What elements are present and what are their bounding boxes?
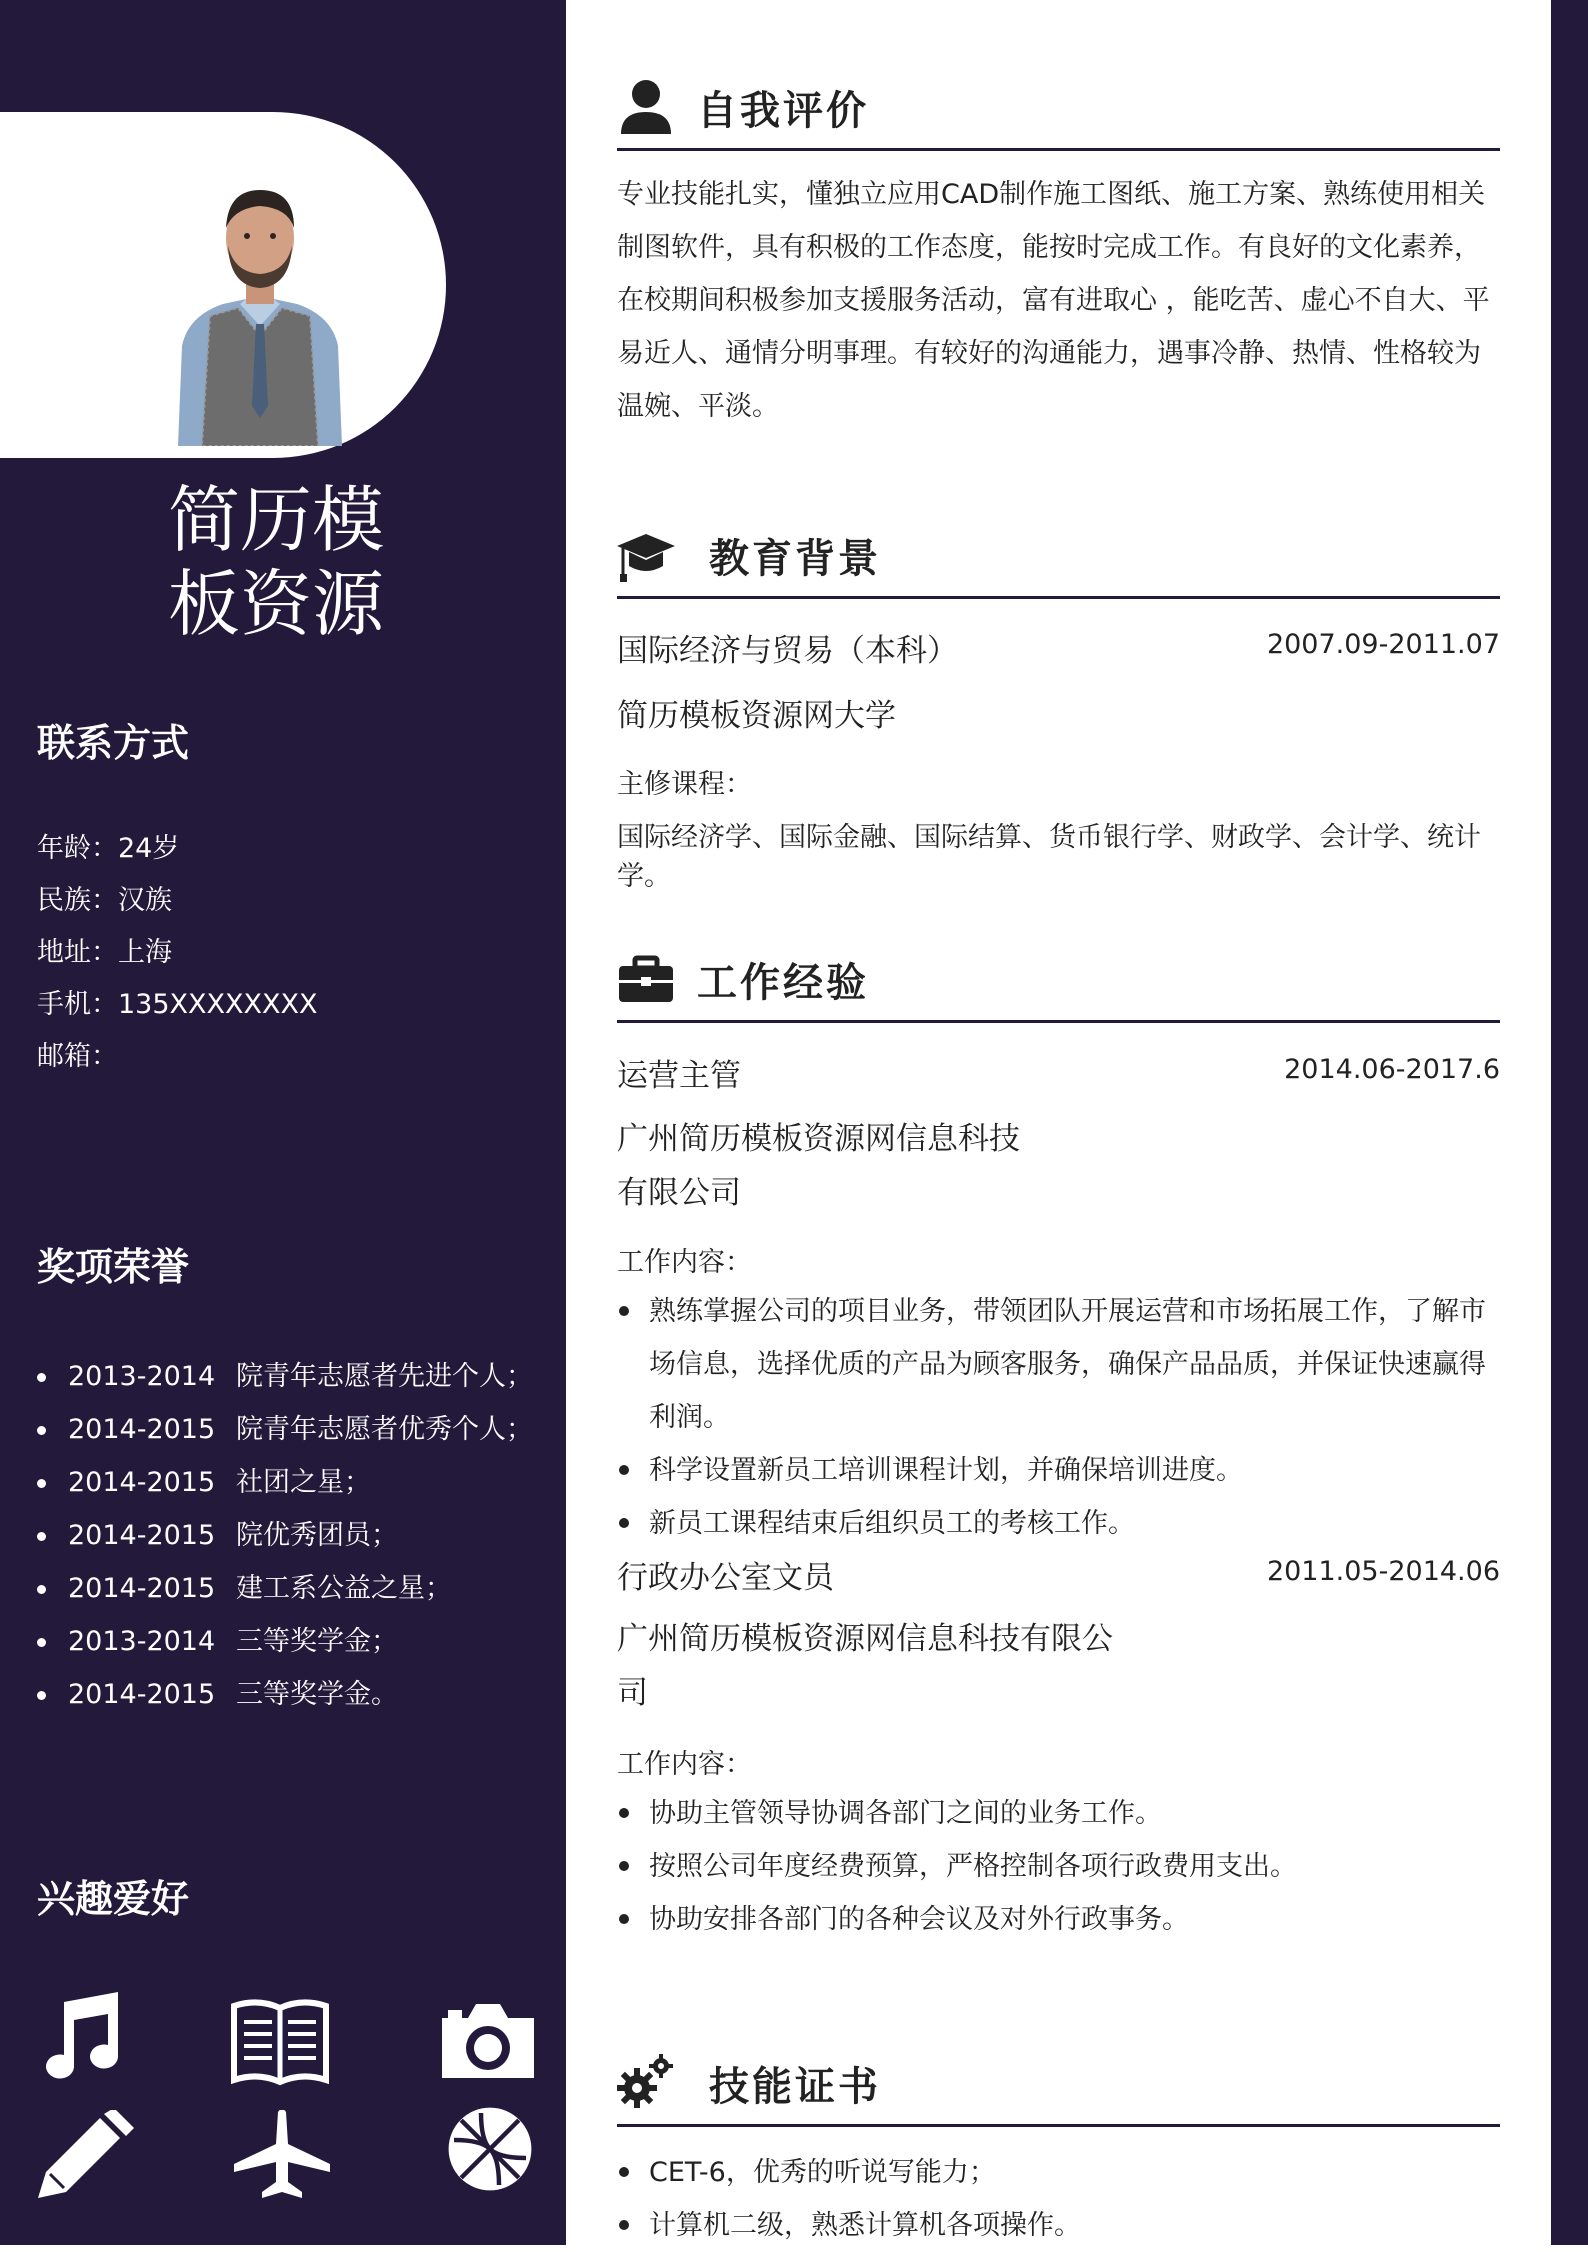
skills-list (617, 2146, 1507, 2252)
bullet-icon (37, 1585, 46, 1594)
award-text: 社团之星； (236, 1467, 371, 1498)
award-text: 院优秀团员； (236, 1520, 398, 1551)
gears-icon (617, 2054, 675, 2110)
bullet-icon (37, 1426, 46, 1435)
list-item: 熟练掌握公司的项目业务，带领团队开展运营和市场拓展工作，了解市场信息，选择优质的产品为顾客服务，确保产品品质，并保证快速赢得利润。 (617, 1285, 1507, 1444)
award-item (37, 1456, 533, 1509)
education-date: 2007.09-2011.07 (1266, 629, 1500, 660)
job-1-title: 运营主管 (617, 1058, 741, 1094)
book-icon (230, 1996, 330, 2086)
education-major: 国际经济与贸易（本科） (617, 633, 958, 669)
hobbies-heading: 兴趣爱好 (37, 1877, 190, 1921)
self-eval-header (617, 78, 1500, 151)
list-item: 协助主管领导协调各部门之间的业务工作。 (617, 1787, 1507, 1840)
list-item: 按照公司年度经费预算，严格控制各项行政费用支出。 (617, 1840, 1507, 1893)
job-2-title-row (617, 1552, 1500, 1597)
award-year: 2014-2015 (68, 1467, 216, 1498)
contact-list (37, 828, 318, 1088)
award-text: 院青年志愿者优秀个人； (236, 1414, 533, 1445)
work-header (617, 950, 1500, 1023)
courses-text: 国际经济学、国际金融、国际结算、货币银行学、财政学、会计学、统计学。 (617, 822, 1481, 892)
job-1-label: 工作内容： (617, 1247, 752, 1278)
list-item: CET-6，优秀的听说写能力； (617, 2146, 1507, 2199)
contact-heading: 联系方式 (37, 721, 190, 765)
education-major-row (617, 625, 1500, 670)
airplane-icon (232, 2110, 332, 2200)
contact-email: 邮箱： (37, 1041, 118, 1072)
award-text: 三等奖学金。 (236, 1679, 398, 1710)
award-year: 2013-2014 (68, 1361, 216, 1392)
list-item: 科学设置新员工培训课程计划，并确保培训进度。 (617, 1444, 1507, 1497)
award-text: 建工系公益之星； (236, 1573, 452, 1604)
briefcase-icon (617, 950, 675, 1006)
avatar (168, 176, 352, 446)
skills-title: 技能证书 (709, 2064, 881, 2110)
contact-phone: 手机：135XXXXXXXX (37, 989, 318, 1020)
job-1-date: 2014.06-2017.6 (1284, 1054, 1500, 1085)
camera-icon (438, 1996, 538, 2086)
award-year: 2014-2015 (68, 1573, 216, 1604)
right-edge-strip (1551, 0, 1588, 2245)
list-item: 协助安排各部门的各种会议及对外行政事务。 (617, 1893, 1507, 1946)
contact-ethnicity: 民族：汉族 (37, 885, 172, 916)
awards-heading: 奖项荣誉 (37, 1245, 190, 1289)
education-header (617, 526, 1500, 599)
skills-header (617, 2054, 1500, 2127)
award-year: 2014-2015 (68, 1679, 216, 1710)
job-1-company: 广州简历模板资源网信息科技有限公司 (617, 1121, 1020, 1211)
graduation-cap-icon (617, 526, 675, 582)
job-2-title: 行政办公室文员 (617, 1560, 834, 1596)
bullet-icon (37, 1373, 46, 1382)
list-item: 计算机二级，熟悉计算机各项操作。 (617, 2199, 1507, 2252)
bullet-icon (37, 1638, 46, 1647)
bullet-icon (37, 1532, 46, 1541)
list-item: 新员工课程结束后组织员工的考核工作。 (617, 1497, 1507, 1550)
self-eval-text: 专业技能扎实，懂独立应用CAD制作施工图纸、施工方案、熟练使用相关制图软件，具有积极的工作态度，能按时完成工作。有良好的文化素养，在校期间积极参加支援服务活动，富有进取心 ，能吃苦、虚心不自大、平易近人、通情分明事理。有较好的沟通能力，遇事冷静、热情、性格较为温婉、平淡。 (617, 179, 1490, 422)
self-eval-title: 自我评价 (697, 88, 869, 134)
job-2-label: 工作内容： (617, 1749, 752, 1780)
awards-list (37, 1350, 533, 1721)
award-year: 2014-2015 (68, 1520, 216, 1551)
contact-address: 地址：上海 (37, 937, 172, 968)
award-year: 2014-2015 (68, 1414, 216, 1445)
music-icon (34, 1990, 134, 2080)
award-year: 2013-2014 (68, 1626, 216, 1657)
job-2-company: 广州简历模板资源网信息科技有限公司 (617, 1621, 1113, 1711)
education-title: 教育背景 (709, 536, 881, 582)
award-item (37, 1668, 533, 1721)
person-icon (617, 78, 675, 134)
job-1-duties (617, 1285, 1507, 1550)
job-2-duties (617, 1787, 1507, 1946)
job-2-date: 2011.05-2014.06 (1266, 1556, 1500, 1587)
award-text: 三等奖学金； (236, 1626, 398, 1657)
award-item (37, 1403, 533, 1456)
basketball-icon (440, 2104, 540, 2194)
award-item (37, 1350, 533, 1403)
award-item (37, 1562, 533, 1615)
award-item (37, 1509, 533, 1562)
profile-name: 简历模板资源 (168, 478, 385, 646)
bullet-icon (37, 1479, 46, 1488)
contact-age: 年龄：24岁 (37, 833, 180, 864)
award-item (37, 1615, 533, 1668)
job-1-title-row (617, 1050, 1500, 1095)
work-title: 工作经验 (697, 960, 869, 1006)
courses-label: 主修课程： (617, 769, 752, 800)
bullet-icon (37, 1691, 46, 1700)
sidebar (0, 0, 566, 2245)
award-text: 院青年志愿者先进个人； (236, 1361, 533, 1392)
pencil-icon (34, 2110, 134, 2200)
education-school: 简历模板资源网大学 (617, 698, 896, 734)
